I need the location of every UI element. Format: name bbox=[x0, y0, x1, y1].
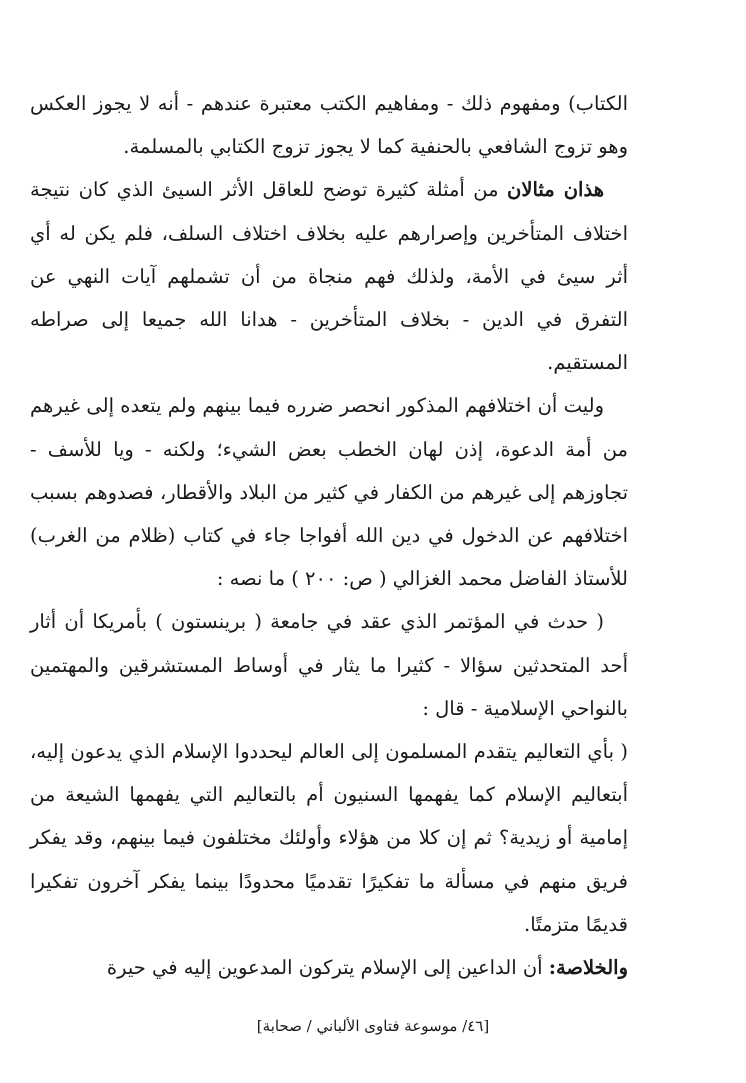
paragraph-3-text: وليت أن اختلافهم المذكور انحصر ضرره فيما بينهم ولم يتعده إلى غيرهم من أمة الدعوة، إذن لهان الخطب بعض الشيء؛ ولكنه - ويا للأسف - تجاوزهم إلى غيرهم من الكفار في كثير من البلاد والأقطار، فصدوهم بسبب اختلافهم عن الدخول في دين الله أفواجا جاء في كتاب (ظلام من الغرب) للأستاذ الفاضل محمد الغزالي ( ص: ٢٠٠ ) ما نصه : bbox=[30, 394, 628, 591]
paragraph-1 bbox=[30, 82, 628, 168]
paragraph-1-text: الكتاب) ومفهوم ذلك - ومفاهيم الكتب معتبرة عندهم - أنه لا يجوز العكس وهو تزوج الشافعي بالحنفية كما لا يجوز تزوج الكتابي بالمسلمة. bbox=[30, 92, 628, 159]
paragraph-4-text: ( حدث في المؤتمر الذي عقد في جامعة ( برينستون ) بأمريكا أن أثار أحد المتحدثين سؤالا - كثيرا ما يثار في أوساط المستشرقين والمهتمين بالنواحي الإسلامية - قال : bbox=[30, 610, 628, 720]
main-text-block bbox=[30, 82, 628, 989]
paragraph-2-lead: هذان مثالان bbox=[507, 178, 604, 202]
paragraph-6-text: أن الداعين إلى الإسلام يتركون المدعوين إليه في حيرة bbox=[106, 956, 549, 980]
paragraph-5 bbox=[30, 730, 628, 946]
paragraph-6-lead: والخلاصة: bbox=[548, 956, 628, 980]
paragraph-3 bbox=[30, 384, 628, 600]
page-footer: [٤٦/ موسوعة فتاوى الألباني / صحابة] bbox=[256, 1017, 490, 1035]
paragraph-4 bbox=[30, 600, 628, 730]
paragraph-2 bbox=[30, 168, 628, 384]
paragraph-6 bbox=[30, 946, 628, 989]
paragraph-2-text: من أمثلة كثيرة توضح للعاقل الأثر السيئ الذي كان نتيجة اختلاف المتأخرين وإصرارهم عليه بخلاف اختلاف السلف، فلم يكن له أي أثر سيئ في الأمة، ولذلك فهم منجاة من أن تشملهم آيات النهي عن التفرق في الدين - بخلاف المتأخرين - هدانا الله جميعا إلى صراطه المستقيم. bbox=[30, 178, 628, 375]
paragraph-5-text: ( بأي التعاليم يتقدم المسلمون إلى العالم ليحددوا الإسلام الذي يدعون إليه، أبتعاليم الإسلام كما يفهمها السنيون أم بالتعاليم التي يفهمها الشيعة من إمامية أو زيدية؟ ثم إن كلا من هؤلاء وأولئك مختلفون فيما بينهم، وقد يفكر فريق منهم في مسألة ما تفكيرًا تقدميًا محدودًا بينما يفكر آخرون تفكيرا قديمًا متزمتًا. bbox=[30, 740, 628, 936]
